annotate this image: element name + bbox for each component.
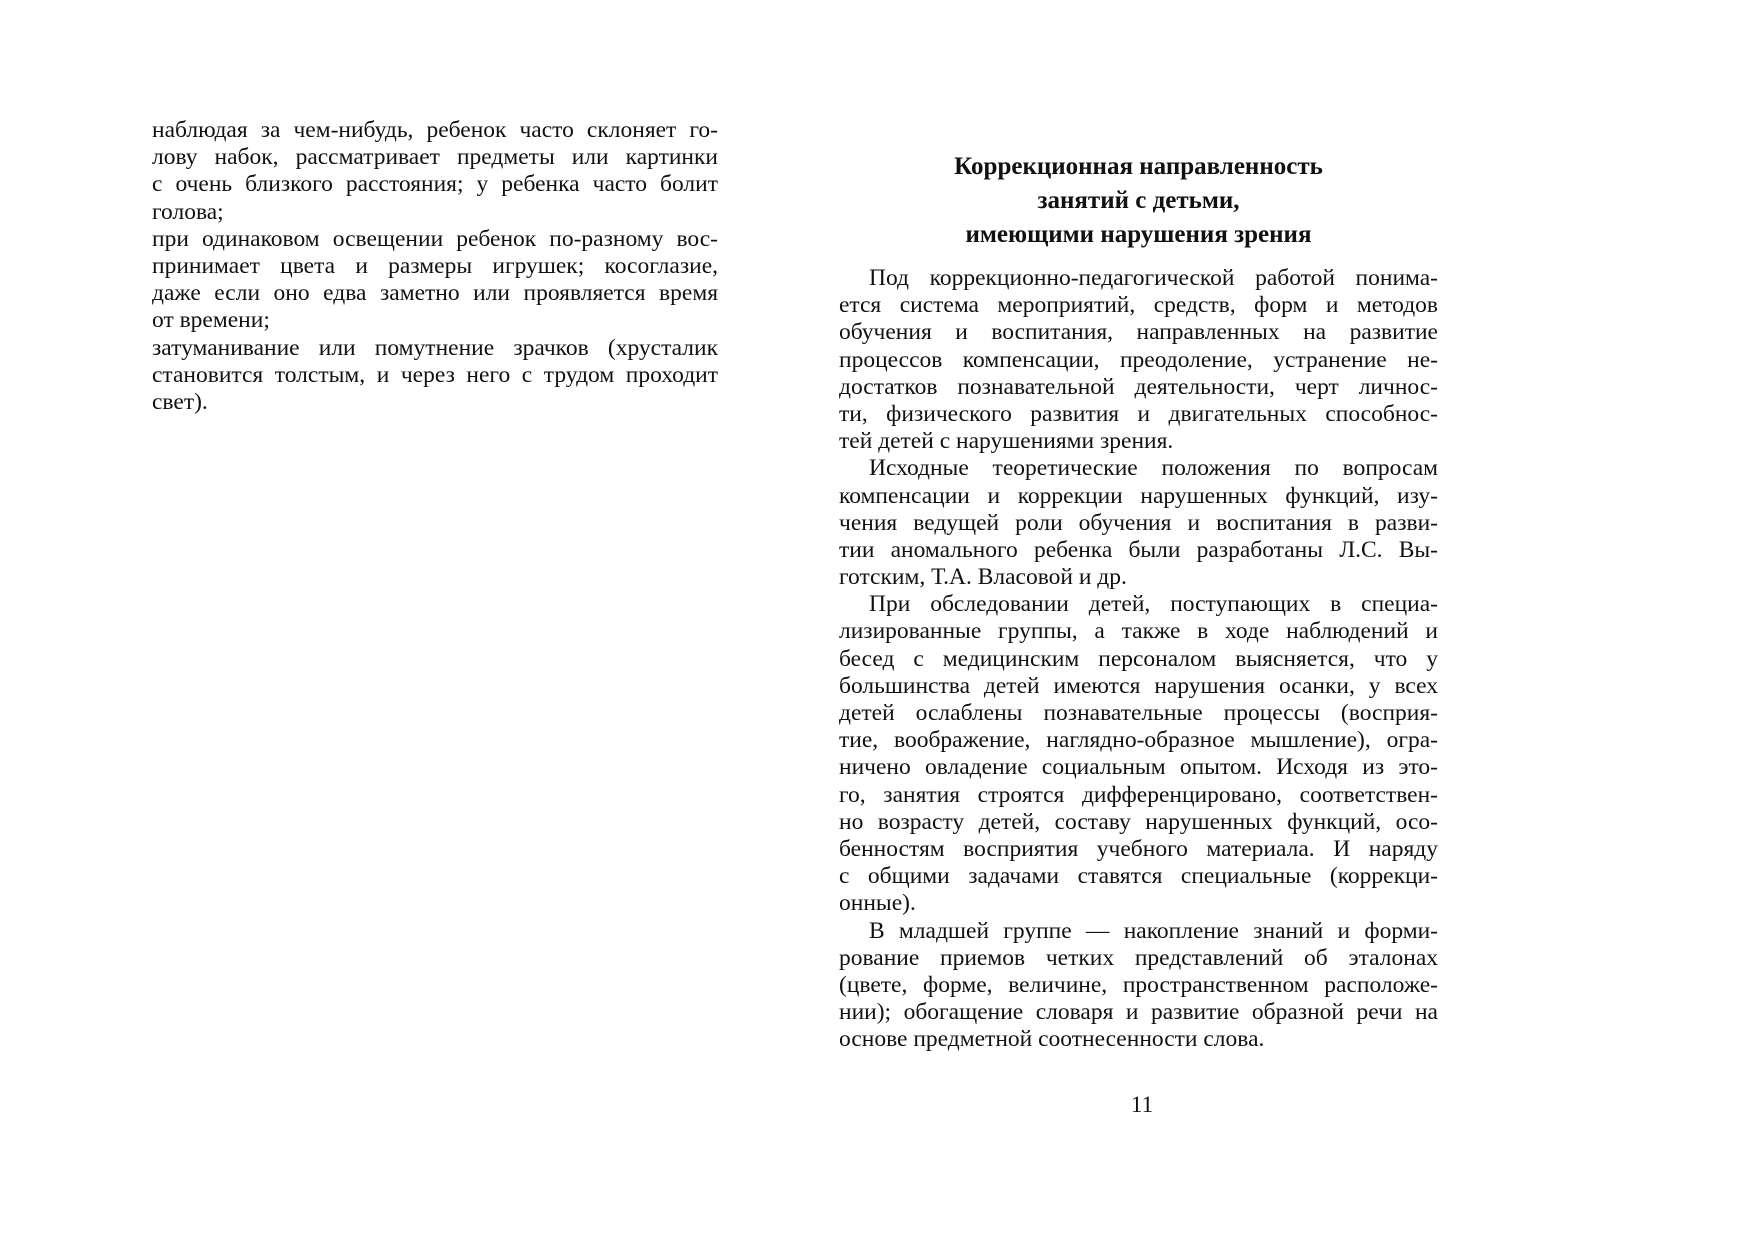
text-line: от времени;: [152, 307, 270, 334]
text-line: затуманивание или помутнение зрачков (хрусталик: [152, 334, 718, 361]
title-line: занятий с детьми,: [1037, 187, 1240, 214]
right-page-text: [839, 265, 1438, 1053]
text-line: Под коррекционно-педагогической работой понима-: [869, 265, 1438, 291]
text-line: наблюдая за чем-нибудь, ребенок часто склоняет го-: [152, 117, 718, 143]
text-line: ничено овладение социальным опытом. Исходя из это-: [839, 754, 1438, 781]
text-line: бесед с медицинским персоналом выясняется, что у: [839, 645, 1438, 672]
text-line: тие, воображение, наглядно-образное мышление), огра-: [839, 727, 1438, 754]
page-number: 11: [1130, 1092, 1154, 1117]
text-line: бенностям восприятия учебного материала. И наряду: [839, 835, 1438, 862]
text-line: готским, Т.А. Власовой и др.: [839, 564, 1127, 591]
text-line: компенсации и коррекции нарушенных функций, изу-: [839, 482, 1438, 509]
text-line: В младшей группе — накопление знаний и форми-: [869, 917, 1438, 944]
text-line: Исходные теоретические положения по вопросам: [869, 455, 1438, 482]
text-line: но возрасту детей, составу нарушенных функций, осо-: [839, 808, 1438, 835]
text-line: (цвете, форме, величине, пространственном расположе-: [839, 971, 1438, 998]
text-line: даже если оно едва заметно или проявляется время: [152, 280, 718, 307]
text-line: тии аномального ребенка были разработаны Л.С. Вы-: [839, 536, 1438, 563]
section-title: [839, 150, 1438, 252]
text-line: лову набок, рассматривает предметы или картинки: [152, 144, 718, 171]
text-line: с общими задачами ставятся специальные (коррекци-: [839, 863, 1438, 890]
title-line: имеющими нарушения зрения: [965, 221, 1312, 248]
text-line: основе предметной соотнесенности слова.: [839, 1026, 1265, 1053]
text-line: при одинаковом освещении ребенок по-разному вос-: [152, 225, 718, 252]
text-line: свет).: [152, 388, 208, 415]
text-line: обучения и воспитания, направленных на развитие: [839, 319, 1438, 346]
text-line: го, занятия строятся дифференцировано, соответствен-: [839, 781, 1438, 808]
text-line: процессов компенсации, преодоление, устранение не-: [839, 346, 1438, 373]
text-line: рование приемов четких представлений об эталонах: [839, 944, 1438, 971]
text-line: с очень близкого расстояния; у ребенка часто болит: [152, 171, 718, 198]
text-line: нии); обогащение словаря и развитие образной речи на: [839, 999, 1438, 1026]
text-line: детей ослаблены познавательные процессы (восприя-: [839, 700, 1438, 726]
text-line: становится толстым, и через него с трудом проходит: [152, 361, 718, 388]
text-line: голова;: [152, 198, 224, 225]
text-line: принимает цвета и размеры игрушек; косоглазие,: [152, 252, 718, 279]
title-line: Коррекционная направленность: [954, 153, 1323, 180]
text-line: достатков познавательной деятельности, черт личнос-: [839, 373, 1438, 400]
text-line: лизированные группы, а также в ходе наблюдений и: [839, 618, 1438, 645]
left-page-text: [152, 117, 718, 416]
text-line: ти, физического развития и двигательных способнос-: [839, 400, 1438, 427]
text-line: онные).: [839, 890, 916, 917]
text-line: тей детей с нарушениями зрения.: [839, 428, 1174, 455]
text-line: ется система мероприятий, средств, форм и методов: [839, 292, 1438, 319]
text-line: большинства детей имеются нарушения осанки, у всех: [839, 672, 1438, 699]
text-line: При обследовании детей, поступающих в специа-: [869, 591, 1438, 618]
text-line: чения ведущей роли обучения и воспитания в разви-: [839, 509, 1438, 536]
